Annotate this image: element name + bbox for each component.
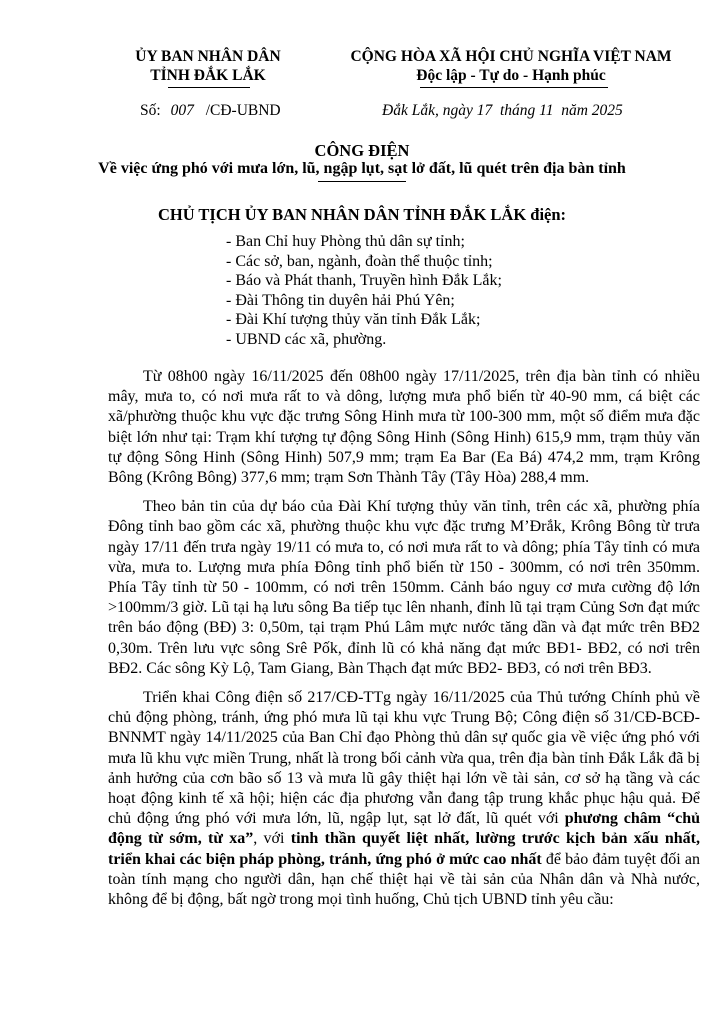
directive-text-1: Triển khai Công điện số 217/CĐ-TTg ngày 16/11/2025 của Thủ tướng Chính phủ về chủ động phòng, tránh, ứng phó mưa lũ tại khu vực Trung Bộ; Công điện số 31/CĐ-BCĐ-BNNMT ngày 14/11/2025 của Ban Chỉ đạo Phòng thủ dân sự quốc gia về việc ứng phó với mưa lũ khu vực miền Trung, nhất là trong bối cảnh vừa qua, trên địa bàn tỉnh Đắk Lắk đã bị ảnh hưởng của cơn bão số 13 và mưa lũ gây thiệt hại lớn về tài sản, cơ sở hạ tầng và các hoạt động kinh tế xã hội; hiện các địa phương vẫn đang tập trung khắc phục hậu quả. Để chủ động ứng phó với mưa lớn, lũ, ngập lụt, sạt lở đất, lũ quét với [108,689,700,828]
recipient-item: - Các sở, ban, ngành, đoàn thể thuộc tỉnh; [226,252,493,270]
paragraph-forecast: Theo bản tin của dự báo của Đài Khí tượng thủy văn tỉnh, trên các xã, phường phía Đông tỉnh bao gồm các xã, phường thuộc khu vực đặc trưng M’Đrắk, Krông Bông từ trưa ngày 17/11 đến trưa ngày 19/11 có mưa to, có nơi mưa rất to và dông; phía Tây tỉnh có mưa vừa, mưa to. Lượng mưa phía Đông tỉnh phổ biến từ 150 - 300mm, có nơi trên 350mm. Phía Tây tỉnh từ 50 - 100mm, có nơi trên 150mm. Cảnh báo nguy cơ mưa cường độ lớn >100mm/3 giờ. Lũ tại hạ lưu sông Ba tiếp tục lên nhanh, đỉnh lũ tại trạm Củng Sơn đạt mức trên báo động (BĐ) 3: 0,50m, tại trạm Phú Lâm mực nước tăng dần và đạt mức trên BĐ2 0,30m. Trên lưu vực sông Srê Pốk, đỉnh lũ có khả năng đạt mức BĐ1- BĐ2, có nơi trên BĐ2. Các sông Kỳ Lộ, Tam Giang, Bàn Thạch đạt mức BĐ2- BĐ3, có nơi trên BĐ3. [108,498,700,677]
authority-line-1: ỦY BAN NHÂN DÂN [135,48,281,65]
subtitle-underline [318,181,406,182]
paragraph-directive [108,688,700,910]
sender-line: CHỦ TỊCH ỦY BAN NHÂN DÂN TỈNH ĐẮK LẮK điện: [157,205,567,224]
document-number [140,102,281,120]
motto: Độc lập - Tự do - Hạnh phúc [416,67,606,84]
paragraph-rainfall-report: Từ 08h00 ngày 16/11/2025 đến 08h00 ngày 17/11/2025, trên địa bàn tỉnh có nhiều mây, mưa to, có nơi mưa rất to và dông, lượng mưa phổ biến từ 40-90 mm, cá biệt các xã/phường thuộc khu vực đặc trưng Sông Hinh mưa từ 100-300 mm, một số điểm mưa đặc biệt lớn như tại: Trạm khí tượng tự động Sông Hinh (Sông Hinh) 615,9 mm, trạm thủy văn tự động Sông Hinh (Sông Hinh) 507,9 mm; trạm Ea Bar (Ea Bá) 474,2 mm, trạm Krông Bông (Krông Bông) 377,6 mm; trạm Sơn Thành Tây (Tây Hòa) 288,4 mm. [108,368,700,487]
document-title: CÔNG ĐIỆN [314,141,410,160]
national-motto [330,47,692,85]
document-number-suffix: /CĐ-UBND [205,102,281,119]
directive-text-2: , với [253,830,291,848]
document-number-label: Số: [140,102,161,119]
recipient-item: - Đài Khí tượng thủy văn tỉnh Đắk Lắk; [226,311,481,328]
recipient-item: - UBND các xã, phường. [226,330,387,348]
recipient-item: - Đài Thông tin duyên hải Phú Yên; [226,291,455,309]
authority-underline [168,87,250,88]
motto-underline [420,87,608,88]
authority-line-2: TỈNH ĐẮK LẮK [150,67,266,84]
document-subtitle: Về việc ứng phó với mưa lớn, lũ, ngập lụt, sạt lở đất, lũ quét trên địa bàn tỉnh [98,160,626,177]
document-body [108,367,700,919]
recipient-item: - Ban Chỉ huy Phòng thủ dân sự tỉnh; [226,233,465,250]
directive-spirit: tinh thần quyết liệt nhất, lường trước kịch bản xấu nhất, triển khai các biện pháp phòng, tránh, ứng phó ở mức cao nhất [108,830,701,868]
directive-text-3: để bảo đảm tuyệt đối an toàn tính mạng cho người dân, hạn chế thiệt hại về tài sản của Nhân dân và Nhà nước, không để bị động, bất ngờ trong mọi tình huống, Chủ tịch UBND tỉnh yêu cầu: [108,850,700,909]
recipient-list [226,232,502,349]
recipient-item: - Báo và Phát thanh, Truyền hình Đắk Lắk; [226,272,502,289]
document-date: Đắk Lắk, ngày 17 tháng 11 năm 2025 [382,102,623,119]
nation-name: CỘNG HÒA XÃ HỘI CHỦ NGHĨA VIỆT NAM [350,48,672,65]
document-number-value: 007 [170,102,194,119]
issuing-authority [108,47,308,85]
directive-motto: phương châm “chủ động từ sớm, từ xa” [108,810,700,848]
